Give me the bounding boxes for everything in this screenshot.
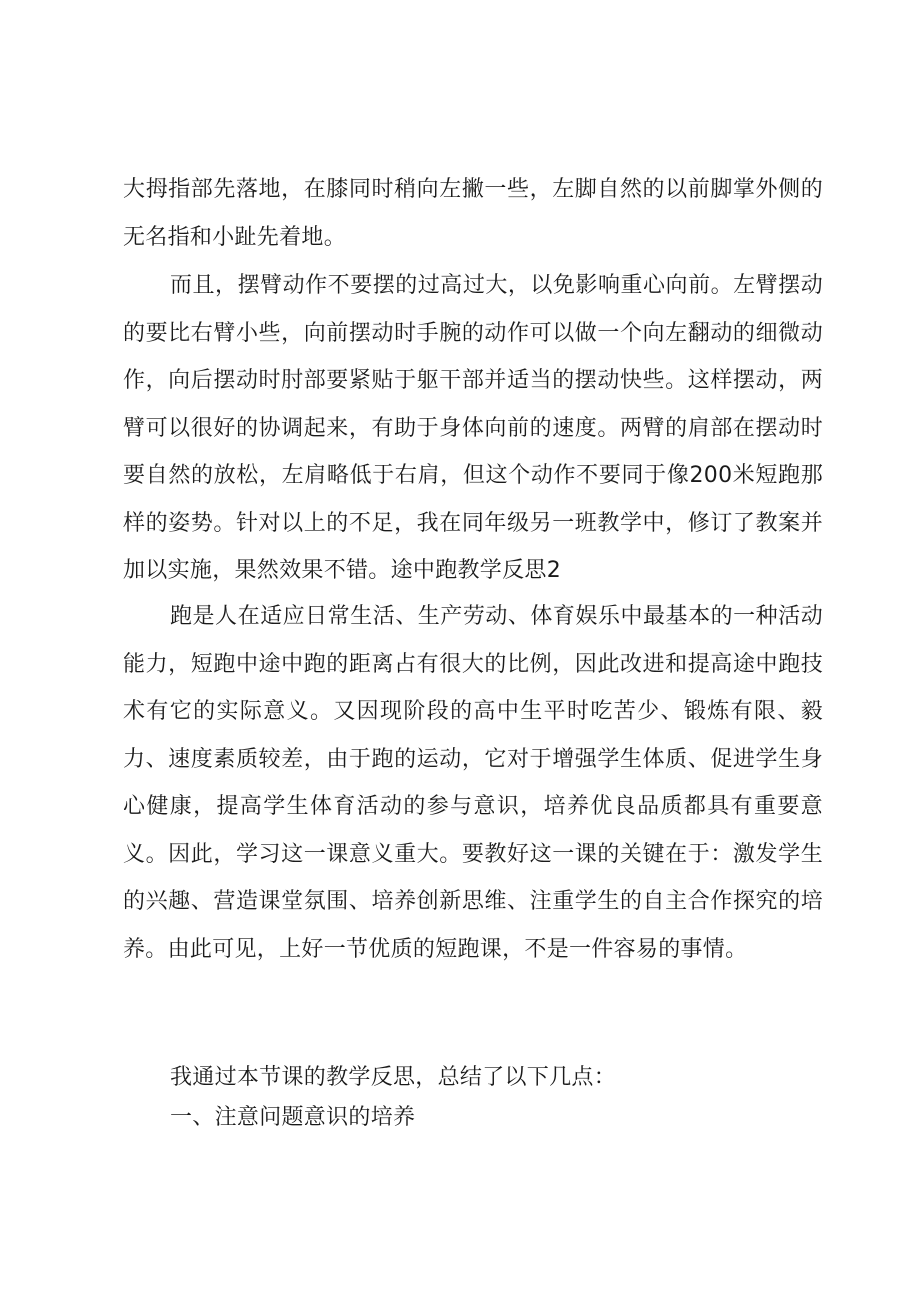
section-heading-problem-awareness: 一、注意问题意识的培养 [170,1105,416,1130]
paragraph-running-significance: 跑是人在适应日常生活、生产劳动、体育娱乐中最基本的一种活动能力，短跑中途中跑的距离占有很大的比例，因此改进和提高途中跑技术有它的实际意义。又因现阶段的高中生平时吃苦少、锻炼有限、毅力、速度素质较差，由于跑的运动，它对于增强学生体质、促进学生身心健康，提高学生体育活动的参与意识，培养优良品质都具有重要意义。因此，学习这一课意义重大。要教好这一课的关键在于：激发学生的兴趣、营造课堂氛围、培养创新思维、注重学生的自主合作探究的培养。由此可见，上好一节优质的短跑课，不是一件容易的事情。 [123,604,823,962]
paragraph-foot-landing: 大拇指部先落地，在膝同时稍向左撇一些，左脚自然的以前脚掌外侧的无名指和小趾先着地。 [123,177,823,250]
paragraph-summary-intro: 我通过本节课的教学反思，总结了以下几点： [170,1065,617,1090]
paragraph-arm-swing: 而且，摆臂动作不要摆的过高过大，以免影响重心向前。左臂摆动的要比右臂小些，向前摆动时手腕的动作可以做一个向左翻动的细微动作，向后摆动时肘部要紧贴于躯干部并适当的摆动快些。这样摆动，两臂可以很好的协调起来，有助于身体向前的速度。两臂的肩部在摆动时要自然的放松，左肩略低于右肩，但这个动作不要同于像200米短跑那样的姿势。针对以上的不足，我在同年级另一班教学中，修订了教案并加以实施，果然效果不错。途中跑教学反思2 [123,273,823,583]
